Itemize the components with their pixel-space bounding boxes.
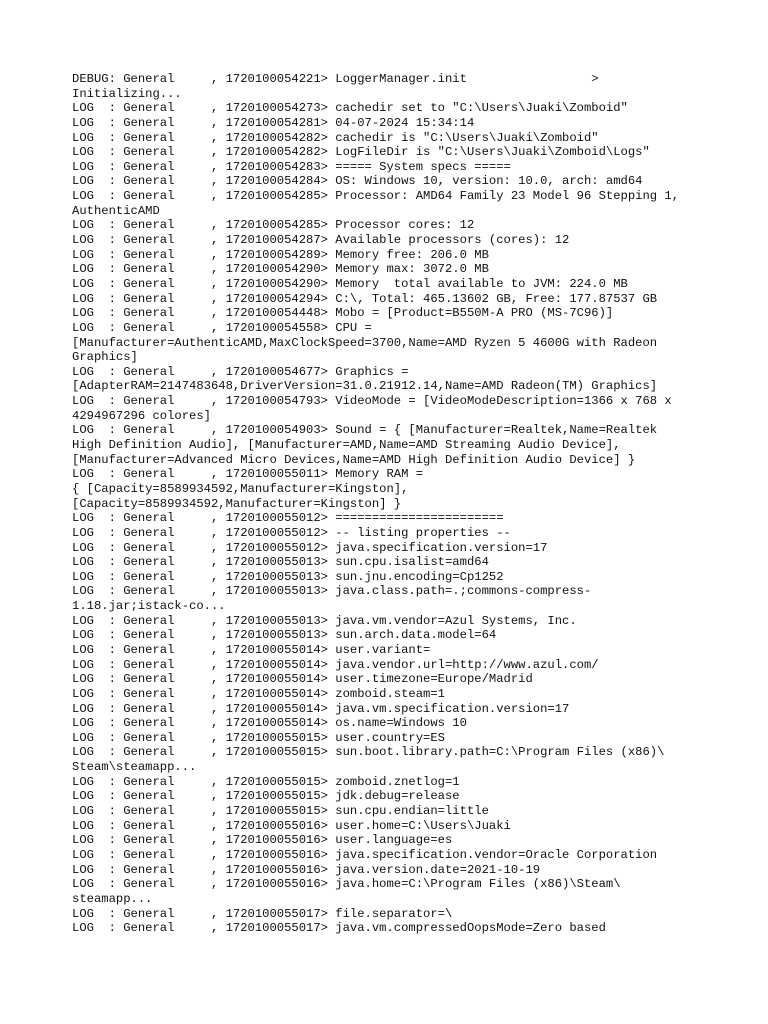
log-line: LOG : General , 1720100054285> Processor cores: 12 xyxy=(72,218,475,233)
log-line: [Capacity=8589934592,Manufacturer=Kingston] } xyxy=(72,496,402,511)
log-line: LOG : General , 1720100055016> user.home=C:\Users\Juaki xyxy=(72,818,511,833)
log-line: LOG : General , 1720100055017> java.vm.compressedOopsMode=Zero based xyxy=(72,921,606,936)
log-line: LOG : General , 1720100055016> user.language=es xyxy=(72,833,453,848)
log-line: LOG : General , 1720100055017> file.separator=\ xyxy=(72,906,453,921)
log-line: LOG : General , 1720100055013> sun.jnu.encoding=Cp1252 xyxy=(72,569,504,584)
log-line: LOG : General , 1720100054283> ===== System specs ===== xyxy=(72,159,511,174)
log-line: LOG : General , 1720100055016> java.home=C:\Program Files (x86)\Steam\ xyxy=(72,877,621,892)
log-line: LOG : General , 1720100055015> sun.boot.library.path=C:\Program Files (x86)\ xyxy=(72,745,665,760)
log-line: LOG : General , 1720100055012> java.specification.version=17 xyxy=(72,540,548,555)
log-line: LOG : General , 1720100054558> CPU = xyxy=(72,320,372,335)
log-line: LOG : General , 1720100055014> user.variant= xyxy=(72,642,431,657)
log-line: [Manufacturer=AuthenticAMD,MaxClockSpeed=3700,Name=AMD Ryzen 5 4600G with Radeon xyxy=(72,335,658,350)
log-line: LOG : General , 1720100055015> sun.cpu.endian=little xyxy=(72,804,489,819)
log-line: LOG : General , 1720100055013> java.vm.vendor=Azul Systems, Inc. xyxy=(72,613,577,628)
log-line: LOG : General , 1720100055012> ======================= xyxy=(72,511,504,526)
log-line: LOG : General , 1720100054285> Processor: AMD64 Family 23 Model 96 Stepping 1, xyxy=(72,189,680,204)
log-line: LOG : General , 1720100054284> OS: Windows 10, version: 10.0, arch: amd64 xyxy=(72,174,643,189)
log-line: LOG : General , 1720100054448> Mobo = [Product=B550M-A PRO (MS-7C96)] xyxy=(72,306,614,321)
log-line: steamapp... xyxy=(72,891,153,906)
log-line: LOG : General , 1720100055013> sun.cpu.isalist=amd64 xyxy=(72,555,489,570)
log-line: LOG : General , 1720100054281> 04-07-2024 15:34:14 xyxy=(72,115,475,130)
log-line: LOG : General , 1720100054903> Sound = { [Manufacturer=Realtek,Name=Realtek xyxy=(72,423,658,438)
log-line: DEBUG: General , 1720100054221> LoggerManager.init > xyxy=(72,72,599,86)
log-line: LOG : General , 1720100054282> LogFileDir is "C:\Users\Juaki\Zomboid\Logs" xyxy=(72,145,650,160)
log-line: LOG : General , 1720100055015> user.country=ES xyxy=(72,730,445,745)
log-line: LOG : General , 1720100055015> zomboid.znetlog=1 xyxy=(72,774,460,789)
log-line: LOG : General , 1720100055014> java.vendor.url=http://www.azul.com/ xyxy=(72,657,599,672)
log-line: LOG : General , 1720100055012> -- listing properties -- xyxy=(72,525,511,540)
log-line: Initializing... xyxy=(72,86,182,101)
log-line: AuthenticAMD xyxy=(72,203,160,218)
log-line: LOG : General , 1720100055016> java.specification.vendor=Oracle Corporation xyxy=(72,847,658,862)
log-line: LOG : General , 1720100055016> java.version.date=2021-10-19 xyxy=(72,862,541,877)
log-line: LOG : General , 1720100055011> Memory RAM = xyxy=(72,467,424,482)
log-line: LOG : General , 1720100054290> Memory total available to JVM: 224.0 MB xyxy=(72,276,628,291)
log-line: LOG : General , 1720100054793> VideoMode = [VideoModeDescription=1366 x 768 x xyxy=(72,394,672,409)
log-line: LOG : General , 1720100054290> Memory max: 3072.0 MB xyxy=(72,262,489,277)
log-line: Steam\steamapp... xyxy=(72,760,197,775)
log-line: LOG : General , 1720100054677> Graphics = xyxy=(72,364,409,379)
log-line: High Definition Audio], [Manufacturer=AMD,Name=AMD Streaming Audio Device], xyxy=(72,438,621,453)
log-line: LOG : General , 1720100055015> jdk.debug=release xyxy=(72,789,460,804)
log-document xyxy=(72,72,702,936)
log-line: LOG : General , 1720100055014> os.name=Windows 10 xyxy=(72,716,467,731)
log-line: LOG : General , 1720100054273> cachedir set to "C:\Users\Juaki\Zomboid" xyxy=(72,101,628,116)
log-line: 1.18.jar;istack-co... xyxy=(72,599,226,614)
log-line: LOG : General , 1720100055013> java.class.path=.;commons-compress- xyxy=(72,584,592,599)
log-line: LOG : General , 1720100055014> user.timezone=Europe/Madrid xyxy=(72,672,533,687)
log-line: { [Capacity=8589934592,Manufacturer=Kingston], xyxy=(72,481,409,496)
log-line: LOG : General , 1720100055014> java.vm.specification.version=17 xyxy=(72,701,570,716)
log-line: LOG : General , 1720100054294> C:\, Total: 465.13602 GB, Free: 177.87537 GB xyxy=(72,291,658,306)
log-line: LOG : General , 1720100054289> Memory free: 206.0 MB xyxy=(72,247,489,262)
log-line: Graphics] xyxy=(72,350,138,365)
log-line: LOG : General , 1720100055014> zomboid.steam=1 xyxy=(72,686,445,701)
log-line: LOG : General , 1720100054287> Available processors (cores): 12 xyxy=(72,233,570,248)
log-line: [Manufacturer=Advanced Micro Devices,Name=AMD High Definition Audio Device] } xyxy=(72,452,636,467)
log-line: [AdapterRAM=2147483648,DriverVersion=31.0.21912.14,Name=AMD Radeon(TM) Graphics] xyxy=(72,379,658,394)
log-line: 4294967296 colores] xyxy=(72,408,211,423)
log-line: LOG : General , 1720100054282> cachedir is "C:\Users\Juaki\Zomboid" xyxy=(72,130,599,145)
log-line: LOG : General , 1720100055013> sun.arch.data.model=64 xyxy=(72,628,497,643)
